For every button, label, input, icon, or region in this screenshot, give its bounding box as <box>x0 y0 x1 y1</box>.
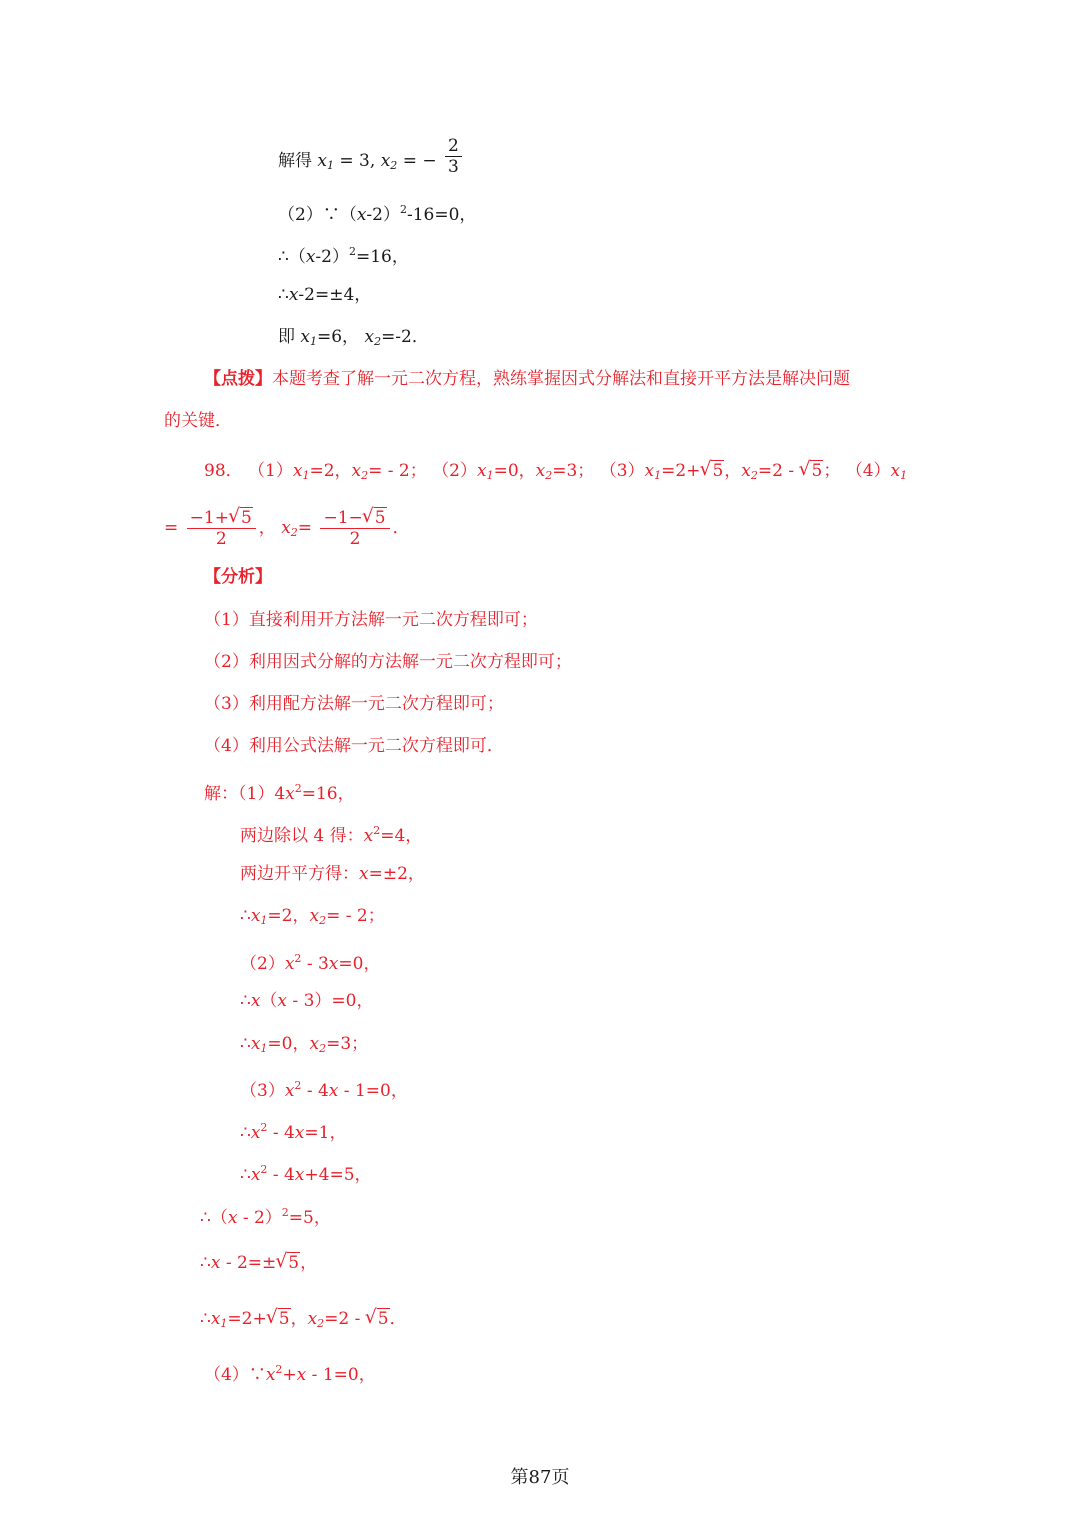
analysis-item: （3）利用配方法解一元二次方程即可； <box>204 694 504 714</box>
analysis-item: （2）利用因式分解的方法解一元二次方程即可； <box>204 652 572 672</box>
sqrt-symbol: √ 5 <box>700 459 724 483</box>
sqrt-symbol: √ 5 <box>799 459 823 483</box>
q98-answer-line: 98． $(1)x_1=2$，$x_2= - 2$； $(2)x_1=0$，$x_2=3$； $(3)x_1=2+√$ 5，$x_2=2$ - √ 5； $(4)x_1$ <box>204 459 907 488</box>
tip-paragraph-cont: 的关键． <box>164 411 232 431</box>
sqrt-symbol: √ 5 <box>267 1307 291 1331</box>
fraction: $\frac{-1-√ 5}{2}$ <box>320 508 389 549</box>
solution-line: $(3)x^2 - 4x - 1=0$， <box>240 1079 408 1101</box>
sqrt-symbol: √ 5 <box>276 1251 300 1275</box>
analysis-item: （1）直接利用开方法解一元二次方程即可； <box>204 610 538 630</box>
solution-line: $(2)x^2 - 3x=0$， <box>240 952 381 974</box>
solution-line: 解：$(1)4x^2=16$， <box>204 782 355 804</box>
q98-answer-line-2: = $\frac{-1+√ 5}{2}$ ， $x_2=$ $\frac{-1-√ 5}{2}$ ． <box>164 508 410 549</box>
solution-line: $\therefore x^2 - 4x+4=5$， <box>240 1163 372 1185</box>
solution-line: ∴（x - 2）$^2$=5， <box>200 1206 331 1228</box>
equation-line: 即 $x_1=6$， $x_2=-2$． <box>278 327 429 348</box>
equation-line: ∴x-2=±4， <box>278 285 372 305</box>
sqrt-symbol: √ 5 <box>229 508 253 528</box>
solution-line: $\therefore x_1=2$，$x_2= - 2$； <box>240 906 385 927</box>
equation-line: $\therefore(x-2)^2=16$， <box>278 245 409 267</box>
solution-line: ∴x - 2=±√ 5， <box>200 1251 317 1275</box>
solution-line: $\therefore x_1=0$，$x_2=3$； <box>240 1034 369 1055</box>
fraction: $\frac{2}{3}$ <box>445 136 462 177</box>
tip-paragraph: 【点拨】本题考查了解一元二次方程，熟练掌握因式分解法和直接开平方法是解决问题 <box>204 369 850 389</box>
fraction: $\frac{-1+√ 5}{2}$ <box>187 508 256 549</box>
solution-line: $\therefore x_1=2+√$ 5，$x_2=2$ - √ 5． <box>200 1307 407 1336</box>
sqrt-symbol: √ 5 <box>363 508 387 528</box>
sqrt-symbol: √ 5 <box>366 1307 390 1331</box>
question-number: 98． <box>204 461 243 481</box>
analysis-item: （4）利用公式法解一元二次方程即可． <box>204 736 504 756</box>
solution-result-line: 解得 $x_1 = 3$, $x_2$ = − $\frac{2}{3}$ <box>278 146 465 178</box>
solution-line: 两边开平方得：x=±2， <box>240 864 425 884</box>
solution-line: 两边除以 4 得：$x^2=4$， <box>240 824 423 846</box>
solution-line: ∴x（x - 3）=0， <box>240 991 374 1011</box>
analysis-label: 【分析】 <box>204 567 272 587</box>
equation-line: $(2)\because(x-2)^2-16=0$， <box>278 203 477 225</box>
solution-line: $(4)\because x^2+x - 1=0$， <box>204 1363 376 1385</box>
solution-line: $\therefore x^2 - 4x=1$， <box>240 1121 347 1143</box>
tip-label: 【点拨】 <box>204 369 272 389</box>
page-number: 第87页 <box>510 1467 570 1488</box>
